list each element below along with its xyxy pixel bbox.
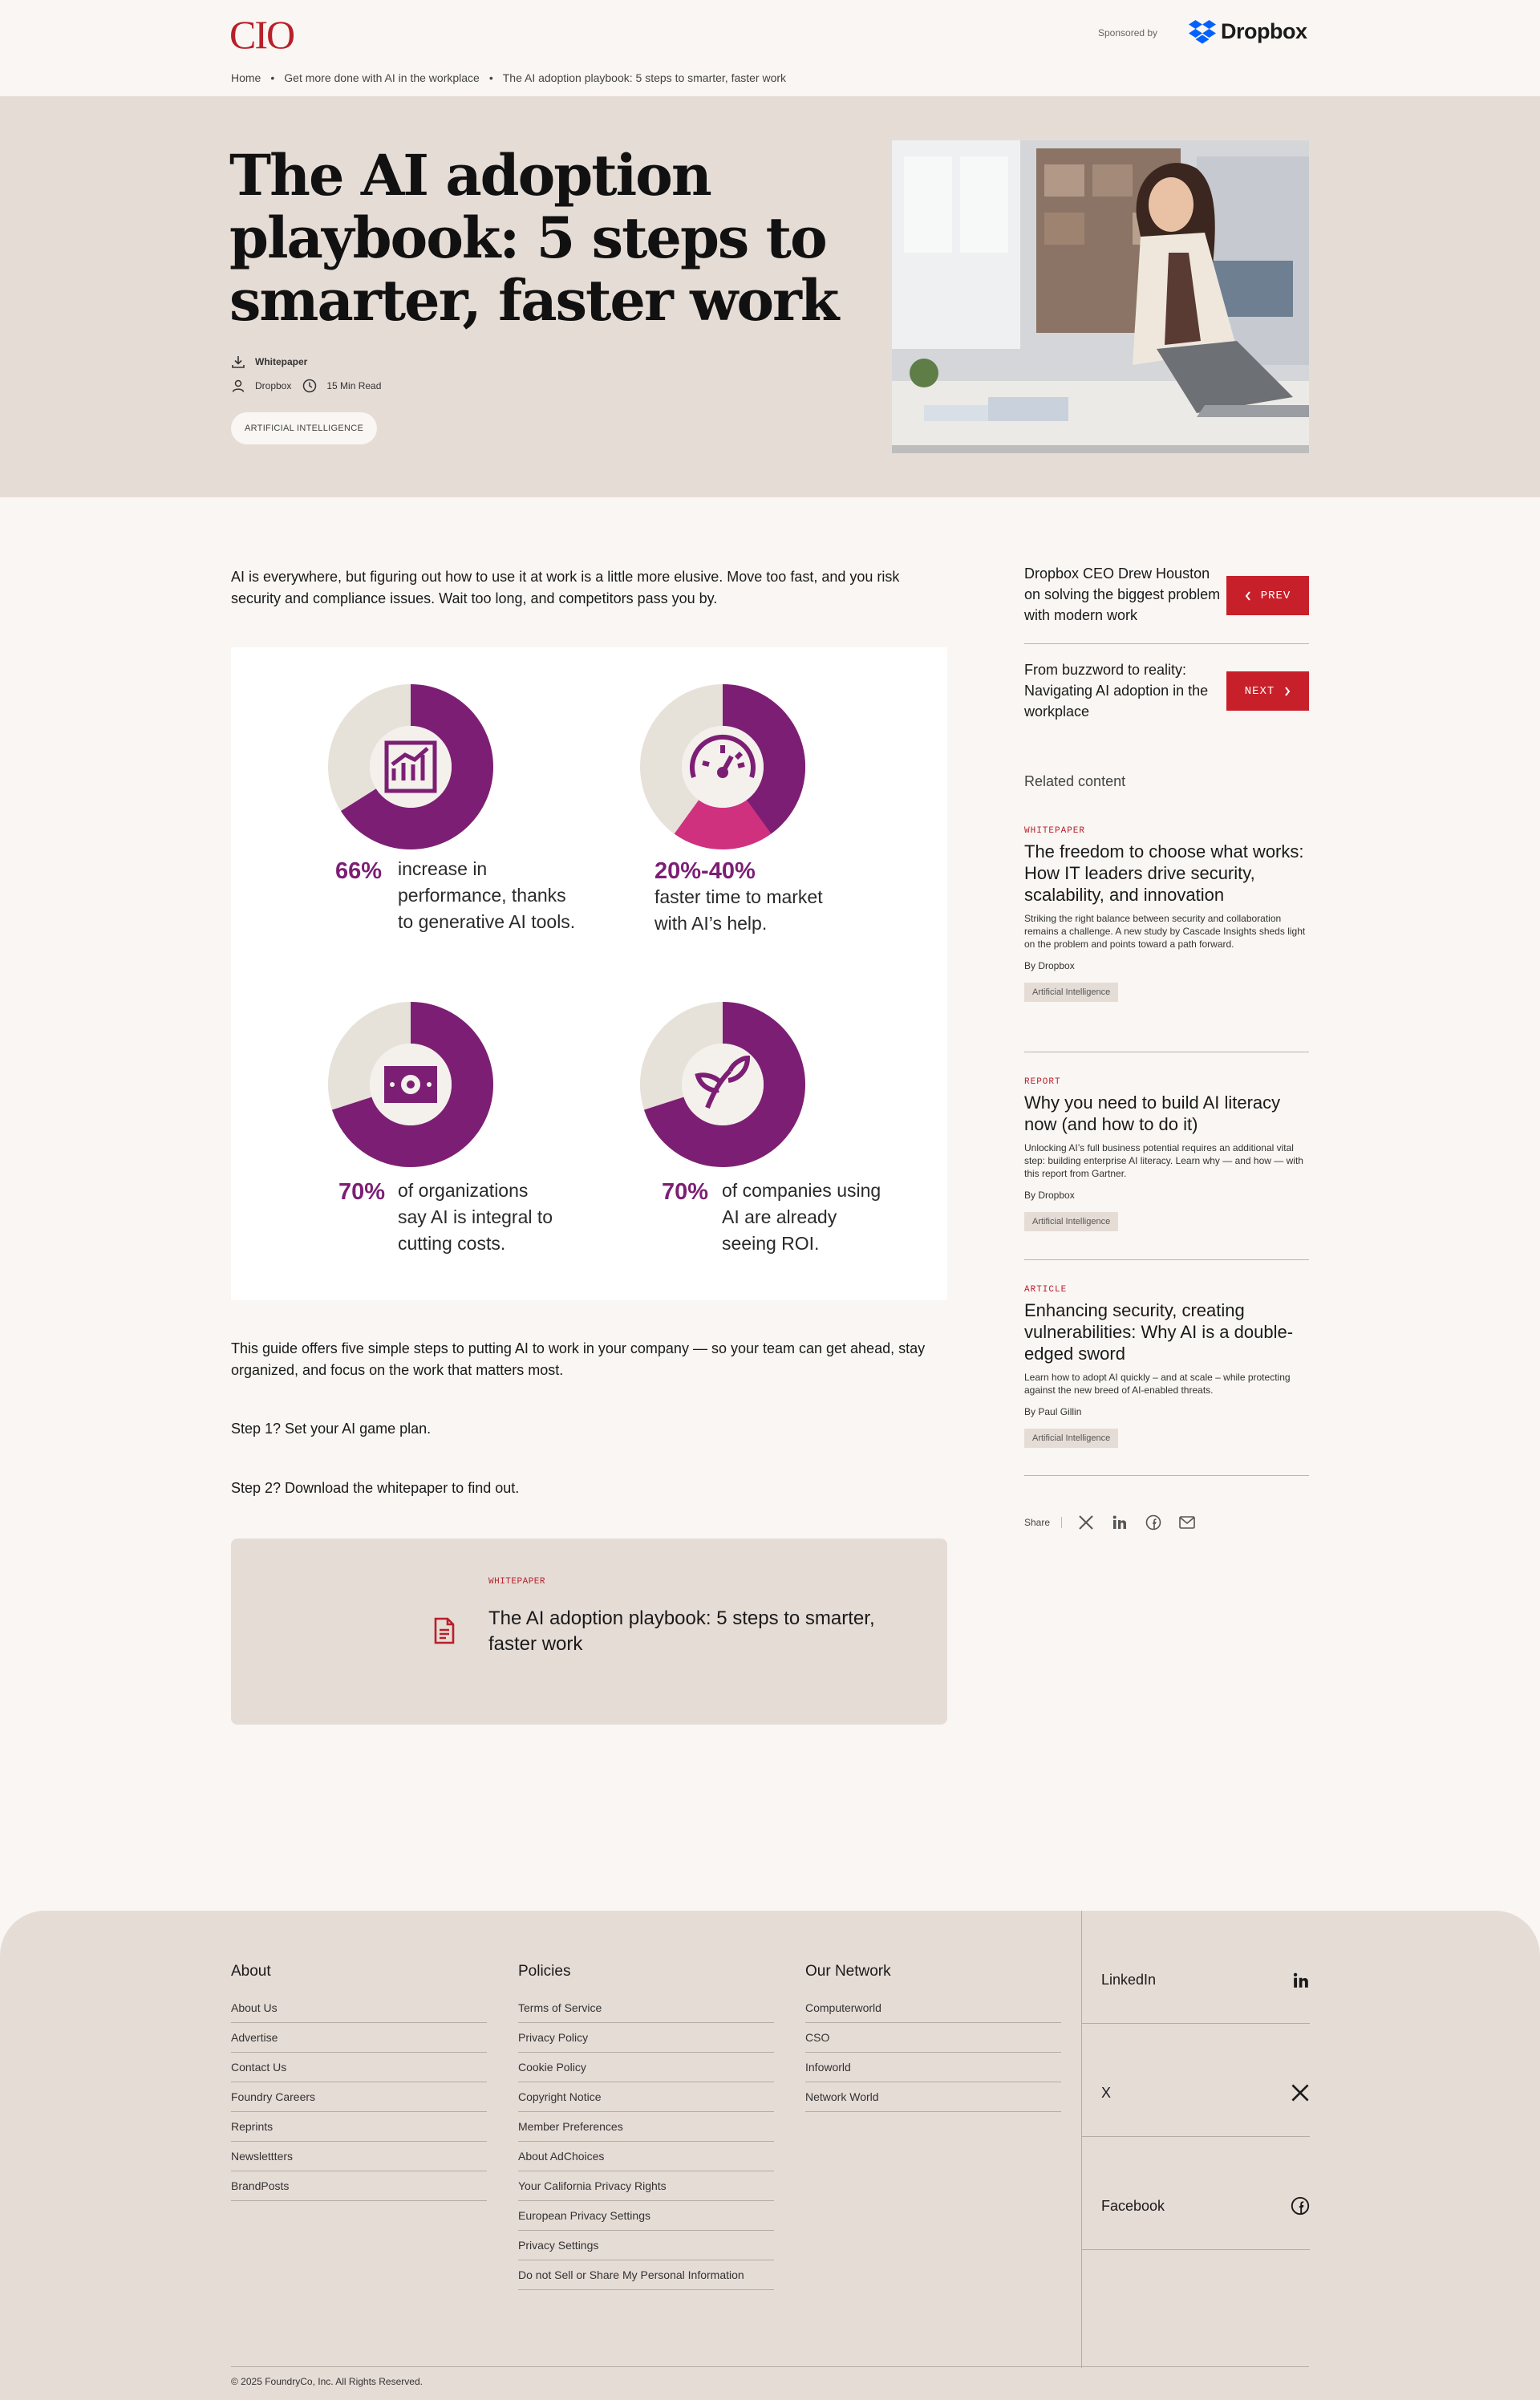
- related-byline: By Paul Gillin: [1024, 1406, 1082, 1417]
- related-item[interactable]: [1024, 1285, 1309, 1448]
- related-kicker: REPORT: [1024, 1077, 1061, 1087]
- related-title[interactable]: The freedom to choose what works: How IT leaders drive security, scalability, and innovation: [1024, 841, 1304, 905]
- divider: [1024, 1259, 1309, 1260]
- stat-number: 70%: [338, 1179, 386, 1205]
- stat-number: 66%: [335, 858, 383, 884]
- read-time: 15 Min Read: [326, 380, 382, 391]
- footer-column-header: About: [231, 1963, 271, 1980]
- facebook-icon: [1291, 2196, 1310, 2220]
- share-bar: [1024, 1514, 1213, 1530]
- footer-link[interactable]: Infoworld: [805, 2053, 1061, 2082]
- hero-image: [892, 140, 1309, 453]
- x-icon: [1291, 2083, 1310, 2106]
- share-label: Share: [1024, 1517, 1051, 1528]
- footer-link[interactable]: Reprints: [231, 2112, 487, 2142]
- hero: [0, 96, 1540, 497]
- social-label: LinkedIn: [1101, 1972, 1157, 1988]
- social-label: Facebook: [1101, 2198, 1165, 2214]
- related-item[interactable]: [1024, 1077, 1309, 1231]
- divider: [1024, 643, 1309, 644]
- footer-link[interactable]: Computerworld: [805, 1993, 1061, 2023]
- chevron-right-icon: [1284, 687, 1291, 696]
- sponsored-by-label: Sponsored by: [1098, 27, 1158, 39]
- related-byline: By Dropbox: [1024, 1190, 1075, 1201]
- share-x-icon[interactable]: [1078, 1514, 1094, 1530]
- breadcrumb-section[interactable]: Get more done with AI in the workplace: [284, 71, 480, 84]
- stat-description: of companies using AI are already seeing ROI.: [722, 1180, 881, 1254]
- share-email-icon[interactable]: [1179, 1516, 1195, 1529]
- footer-social: [1081, 1911, 1309, 2368]
- footer-link[interactable]: About Us: [231, 1993, 487, 2023]
- prev-article-title[interactable]: Dropbox CEO Drew Houston on solving the biggest problem with modern work: [1024, 566, 1221, 623]
- prev-article: [1024, 563, 1309, 643]
- footer-social-linkedin[interactable]: [1082, 1911, 1310, 2024]
- footer-column-network: [805, 1963, 1061, 2112]
- sponsor-logo[interactable]: [1189, 19, 1307, 44]
- related-title[interactable]: Enhancing security, creating vulnerabilities: Why AI is a double-edged sword: [1024, 1300, 1294, 1364]
- related-byline: By Dropbox: [1024, 960, 1075, 971]
- sponsor-name: Dropbox: [1221, 19, 1307, 43]
- stat-ring-cost-cutting: [328, 1002, 493, 1167]
- breadcrumb-separator: •: [488, 71, 493, 84]
- footer-link[interactable]: Contact Us: [231, 2053, 487, 2082]
- linkedin-icon: [1292, 1972, 1310, 1993]
- top-bar: [0, 0, 1540, 96]
- download-card[interactable]: [231, 1539, 947, 1725]
- related-description: Learn how to adopt AI quickly – and at scale – while protecting against the new breed of AI-enabled threats.: [1024, 1372, 1291, 1396]
- related-description: Striking the right balance between security and collaboration remains a challenge. A new study by Cascade Insights sheds light on the problem and points toward a path forward.: [1024, 913, 1306, 950]
- download-title[interactable]: The AI adoption playbook: 5 steps to smarter, faster work: [488, 1607, 875, 1655]
- site-logo[interactable]: CIO: [229, 12, 294, 57]
- footer-column-header: Policies: [518, 1963, 571, 1980]
- stats-infographic: [231, 647, 947, 1300]
- related-tag[interactable]: Artificial Intelligence: [1024, 1429, 1118, 1448]
- content-type-label: Whitepaper: [255, 356, 308, 367]
- copyright: © 2025 FoundryCo, Inc. All Rights Reserved.: [231, 2376, 423, 2387]
- body-paragraph: Step 1? Set your AI game plan.: [231, 1421, 432, 1437]
- related-tag[interactable]: Artificial Intelligence: [1024, 983, 1118, 1002]
- related-kicker: ARTICLE: [1024, 1285, 1068, 1295]
- footer-link[interactable]: Cookie Policy: [518, 2053, 774, 2082]
- breadcrumb-home[interactable]: Home: [231, 71, 261, 84]
- footer-link[interactable]: Advertise: [231, 2023, 487, 2053]
- body-paragraph: This guide offers five simple steps to putting AI to work in your company — so your team can get ahead, stay organized, and focus on the work that matters most.: [231, 1340, 926, 1378]
- related-description: Unlocking AI’s full business potential requires an additional vital step: building enterprise AI literacy. Learn why — and how — with this report from Gartner.: [1024, 1142, 1303, 1179]
- footer-link[interactable]: Foundry Careers: [231, 2082, 487, 2112]
- dropbox-icon: [1189, 20, 1216, 44]
- related-kicker: WHITEPAPER: [1024, 826, 1086, 836]
- next-button[interactable]: NEXT: [1226, 671, 1309, 711]
- page-title: The AI adoption playbook: 5 steps to smarter, faster work: [229, 142, 838, 334]
- office-photo: [892, 140, 1309, 453]
- breadcrumb-current[interactable]: The AI adoption playbook: 5 steps to smarter, faster work: [502, 71, 787, 84]
- body-paragraph: Step 2? Download the whitepaper to find out.: [231, 1480, 520, 1496]
- related-title[interactable]: Why you need to build AI literacy now (and how to do it): [1024, 1093, 1281, 1134]
- download-icon: [231, 355, 245, 369]
- social-label: X: [1101, 2085, 1112, 2101]
- stat-number: 70%: [662, 1179, 709, 1205]
- footer-social-x[interactable]: [1082, 2024, 1310, 2137]
- stat-description: of organizations say AI is integral to cutting costs.: [398, 1180, 553, 1254]
- article-intro: AI is everywhere, but figuring out how to use it at work is a little more elusive. Move too fast, and you risk security and compliance issues. Wait too long, and competitors pass you by.: [231, 569, 900, 606]
- footer-link[interactable]: Member Preferences: [518, 2112, 774, 2142]
- footer-column-header: Our Network: [805, 1963, 891, 1980]
- footer-link[interactable]: Copyright Notice: [518, 2082, 774, 2112]
- footer-link[interactable]: Network World: [805, 2082, 1061, 2112]
- footer-link[interactable]: About AdChoices: [518, 2142, 774, 2171]
- related-item[interactable]: [1024, 826, 1309, 1002]
- related-content-header: Related content: [1024, 773, 1126, 789]
- breadcrumb: [231, 71, 786, 84]
- document-icon: [434, 1617, 455, 1644]
- footer-link[interactable]: Do not Sell or Share My Personal Information: [518, 2260, 774, 2290]
- clock-icon: [302, 379, 317, 393]
- footer-link[interactable]: Terms of Service: [518, 1993, 774, 2023]
- footer-link[interactable]: Privacy Policy: [518, 2023, 774, 2053]
- footer-link[interactable]: Privacy Settings: [518, 2231, 774, 2260]
- footer: [0, 1911, 1540, 2400]
- footer-link[interactable]: BrandPosts: [231, 2171, 487, 2201]
- divider: [1024, 1475, 1309, 1476]
- stat-description: increase in performance, thanks to generative AI tools.: [398, 858, 576, 932]
- share-linkedin-icon[interactable]: [1112, 1514, 1128, 1530]
- breadcrumb-separator: •: [270, 71, 275, 84]
- share-separator: [1061, 1517, 1062, 1528]
- footer-link[interactable]: Newslettters: [231, 2142, 487, 2171]
- stat-description: faster time to market with AI’s help.: [654, 886, 823, 934]
- stat-ring-performance: [328, 684, 493, 849]
- topic-tag[interactable]: ARTIFICIAL INTELLIGENCE: [231, 412, 377, 444]
- download-kicker: WHITEPAPER: [488, 1577, 546, 1587]
- person-icon: [231, 379, 245, 393]
- footer-social-facebook[interactable]: [1082, 2137, 1310, 2250]
- author-name[interactable]: Dropbox: [255, 380, 292, 391]
- prev-button[interactable]: PREV: [1226, 576, 1309, 615]
- content-type-row: [231, 355, 307, 369]
- related-tag[interactable]: Artificial Intelligence: [1024, 1212, 1118, 1231]
- cash-icon: [384, 1066, 437, 1103]
- footer-link[interactable]: European Privacy Settings: [518, 2201, 774, 2231]
- stat-ring-roi: [640, 1002, 805, 1167]
- stat-ring-time-to-market: [640, 684, 805, 849]
- footer-link[interactable]: Your California Privacy Rights: [518, 2171, 774, 2201]
- share-facebook-icon[interactable]: [1145, 1514, 1161, 1530]
- byline-row: [231, 379, 381, 393]
- footer-column-about: [231, 1963, 487, 2201]
- next-article-title[interactable]: From buzzword to reality: Navigating AI adoption in the workplace: [1024, 662, 1209, 720]
- footer-divider: [231, 2366, 1309, 2367]
- footer-column-policies: [518, 1963, 774, 2290]
- stat-number: 20%-40%: [654, 858, 756, 884]
- footer-link[interactable]: CSO: [805, 2023, 1061, 2053]
- next-article: [1024, 659, 1309, 740]
- chevron-left-icon: [1245, 591, 1251, 601]
